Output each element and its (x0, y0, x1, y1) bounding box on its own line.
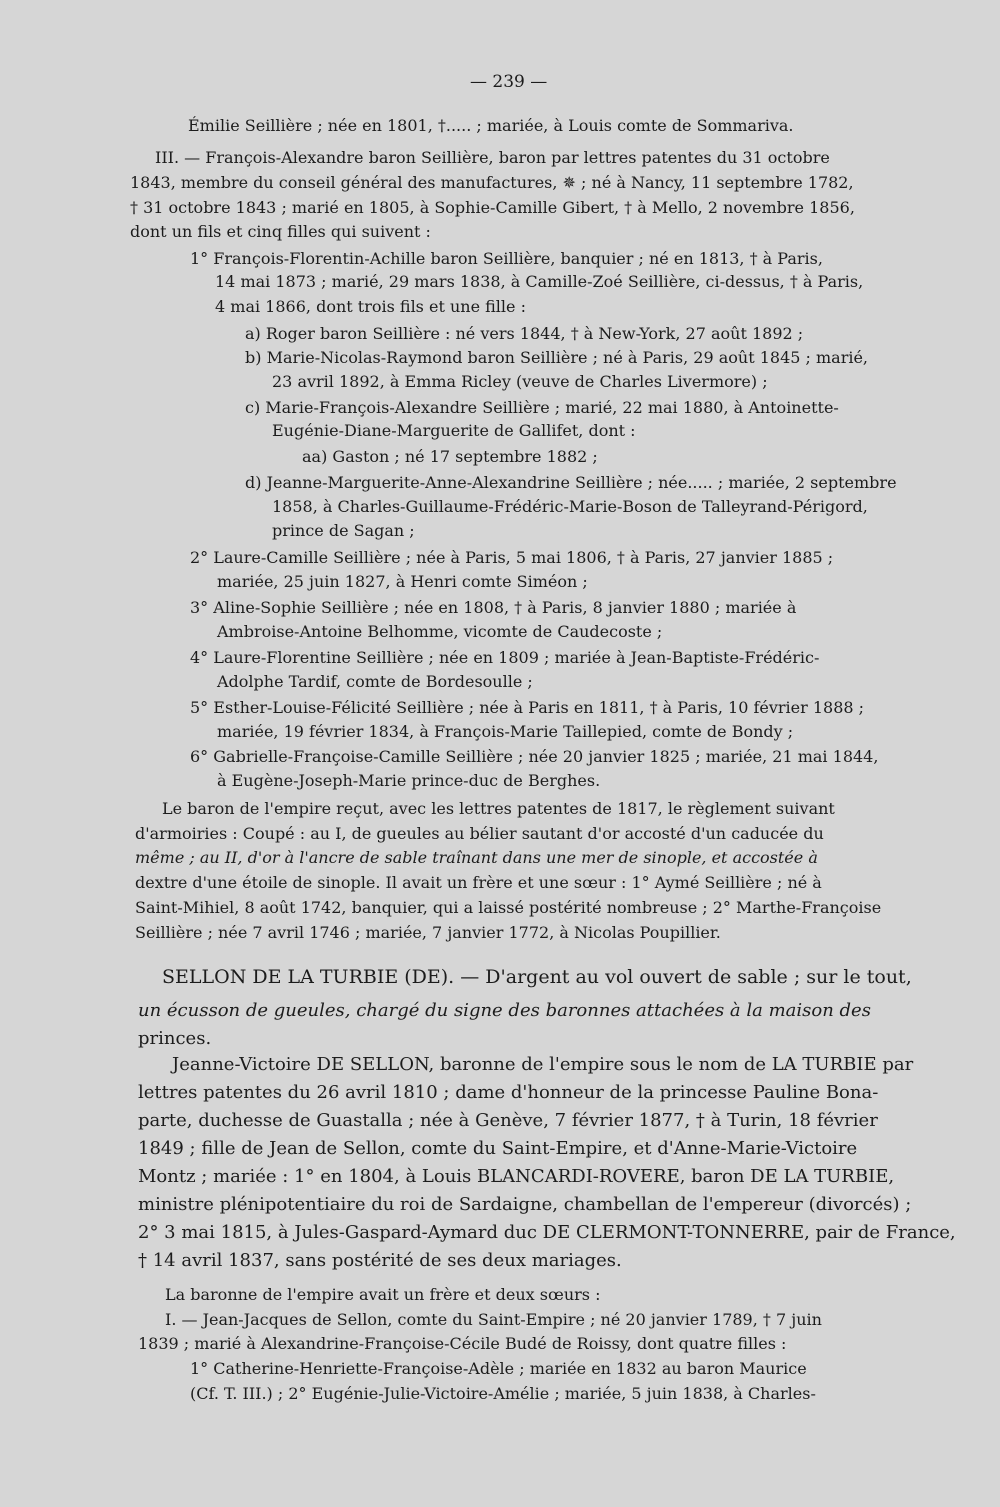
text-line: III. — François-Alexandre baron Seillière, baron par lettres patentes du 31 octobre (155, 148, 830, 167)
text-line: 4° Laure-Florentine Seillière ; née en 1809 ; mariée à Jean-Baptiste-Frédéric- (190, 648, 820, 667)
text-line: 2° Laure-Camille Seillière ; née à Paris, 5 mai 1806, † à Paris, 27 janvier 1885 ; (190, 548, 834, 567)
text-line: 1° Catherine-Henriette-Françoise-Adèle ; mariée en 1832 au baron Maurice (190, 1359, 807, 1378)
text-line: d) Jeanne-Marguerite-Anne-Alexandrine Seillière ; née..... ; mariée, 2 septembre (245, 473, 897, 492)
text-line: Adolphe Tardif, comte de Bordesoulle ; (217, 672, 533, 691)
text-line: mariée, 19 février 1834, à François-Marie Taillepied, comte de Bondy ; (217, 722, 794, 741)
text-line: 4 mai 1866, dont trois fils et une fille : (215, 297, 526, 316)
text-line: 6° Gabrielle-Françoise-Camille Seillière ; née 20 janvier 1825 ; mariée, 21 mai 1844, (190, 747, 879, 766)
text-line: La baronne de l'empire avait un frère et deux sœurs : (165, 1285, 601, 1304)
text-line: mariée, 25 juin 1827, à Henri comte Siméon ; (217, 572, 588, 591)
text-line: Eugénie-Diane-Marguerite de Gallifet, dont : (272, 421, 636, 440)
text-line: 3° Aline-Sophie Seillière ; née en 1808, † à Paris, 8 janvier 1880 ; mariée à (190, 598, 797, 617)
text-line: Le baron de l'empire reçut, avec les lettres patentes de 1817, le règlement suivant (162, 799, 835, 818)
text-line: à Eugène-Joseph-Marie prince-duc de Berghes. (217, 771, 601, 790)
text-line: Seillière ; née 7 avril 1746 ; mariée, 7 janvier 1772, à Nicolas Poupillier. (135, 923, 721, 942)
text-line: dont un fils et cinq filles qui suivent : (130, 222, 431, 241)
text-line: 1858, à Charles-Guillaume-Frédéric-Marie-Boson de Talleyrand-Périgord, (272, 497, 868, 516)
text-line: † 14 avril 1837, sans postérité de ses deux mariages. (138, 1250, 622, 1271)
text-line: 1839 ; marié à Alexandrine-Françoise-Cécile Budé de Roissy, dont quatre filles : (138, 1334, 787, 1353)
section-heading: SELLON DE LA TURBIE (DE). — D'argent au vol ouvert de sable ; sur le tout, (162, 966, 912, 988)
text-line: Jeanne-Victoire DE SELLON, baronne de l'empire sous le nom de LA TURBIE par (172, 1054, 914, 1075)
text-line: Émilie Seillière ; née en 1801, †..... ; mariée, à Louis comte de Sommariva. (188, 116, 794, 135)
text-line: † 31 octobre 1843 ; marié en 1805, à Sophie-Camille Gibert, † à Mello, 2 novembre 1856, (130, 198, 855, 217)
text-line: 5° Esther-Louise-Félicité Seillière ; née à Paris en 1811, † à Paris, 10 février 1888 ; (190, 698, 865, 717)
text-line: dextre d'une étoile de sinople. Il avait un frère et une sœur : 1° Aymé Seillière ; né à (135, 873, 822, 892)
text-line: prince de Sagan ; (272, 521, 415, 540)
text-line: d'armoiries : Coupé : au I, de gueules au bélier sautant d'or accosté d'un caducée du (135, 824, 824, 843)
text-line: c) Marie-François-Alexandre Seillière ; marié, 22 mai 1880, à Antoinette- (245, 398, 839, 417)
text-line: lettres patentes du 26 avril 1810 ; dame d'honneur de la princesse Pauline Bona- (138, 1082, 879, 1103)
text-line: Ambroise-Antoine Belhomme, vicomte de Caudecoste ; (217, 622, 663, 641)
text-line: Saint-Mihiel, 8 août 1742, banquier, qui a laissé postérité nombreuse ; 2° Marthe-Françoise (135, 898, 882, 917)
text-line: 23 avril 1892, à Emma Ricley (veuve de Charles Livermore) ; (272, 372, 768, 391)
text-line: Montz ; mariée : 1° en 1804, à Louis BLANCARDI-ROVERE, baron DE LA TURBIE, (138, 1166, 895, 1187)
text-line: 1843, membre du conseil général des manufactures, ✵ ; né à Nancy, 11 septembre 1782, (130, 173, 854, 192)
text-line: 14 mai 1873 ; marié, 29 mars 1838, à Camille-Zoé Seillière, ci-dessus, † à Paris, (215, 272, 864, 291)
text-line: 1° François-Florentin-Achille baron Seillière, banquier ; né en 1813, † à Paris, (190, 249, 823, 268)
text-line: a) Roger baron Seillière : né vers 1844, † à New-York, 27 août 1892 ; (245, 324, 804, 343)
text-line: (Cf. T. III.) ; 2° Eugénie-Julie-Victoire-Amélie ; mariée, 5 juin 1838, à Charles- (190, 1384, 816, 1403)
text-line: I. — Jean-Jacques de Sellon, comte du Saint-Empire ; né 20 janvier 1789, † 7 juin (165, 1310, 822, 1329)
text-line: b) Marie-Nicolas-Raymond baron Seillière ; né à Paris, 29 août 1845 ; marié, (245, 348, 869, 367)
text-line: même ; au II, d'or à l'ancre de sable traînant dans une mer de sinople, et accostée à (135, 848, 818, 867)
text-line: aa) Gaston ; né 17 septembre 1882 ; (302, 447, 598, 466)
text-line: 2° 3 mai 1815, à Jules-Gaspard-Aymard duc DE CLERMONT-TONNERRE, pair de France, (138, 1222, 956, 1243)
text-line: ministre plénipotentiaire du roi de Sardaigne, chambellan de l'empereur (divorcés) ; (138, 1194, 912, 1215)
text-line: un écusson de gueules, chargé du signe des baronnes attachées à la maison des (138, 1000, 871, 1021)
text-line: 1849 ; fille de Jean de Sellon, comte du Saint-Empire, et d'Anne-Marie-Victoire (138, 1138, 858, 1159)
text-line: princes. (138, 1028, 212, 1049)
page-number: — 239 — (470, 72, 548, 92)
text-line: parte, duchesse de Guastalla ; née à Genève, 7 février 1877, † à Turin, 18 février (138, 1110, 878, 1131)
